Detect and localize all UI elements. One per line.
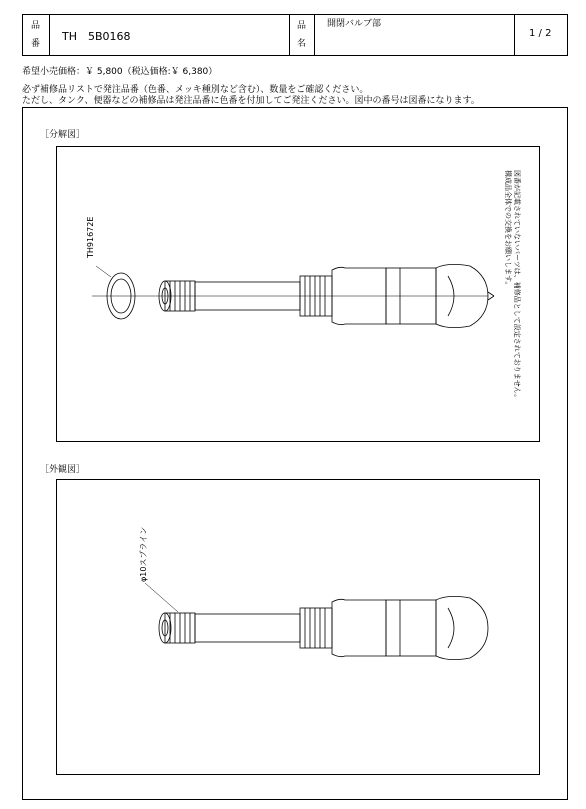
price-line: 希望小売価格：￥ 5,800（税込価格:￥ 6,380）	[22, 67, 218, 77]
exploded-view-title: ［分解図］	[40, 130, 86, 140]
exploded-valve-drawing	[92, 264, 494, 327]
product-number: TH 5B0168	[62, 30, 131, 43]
external-valve-drawing	[145, 583, 488, 660]
product-number-label-1: 品	[31, 21, 41, 31]
side-note-1: 図番が記載されていないパーツは、補修品として設定されておりません。	[513, 170, 521, 402]
note-line-1: 必ず補修品リストで発注品番（色番、メッキ種別など含む）、数量をご確認ください。	[22, 85, 369, 95]
side-note-2: 構成品全体での交換をお願いします。	[504, 170, 512, 289]
product-number-label-2: 番	[31, 39, 41, 49]
page-indicator: 1 / 2	[529, 28, 552, 39]
external-view-title: ［外観図］	[40, 465, 86, 475]
product-name-label-1: 品	[297, 21, 307, 31]
part-number-callout: TH91672E	[86, 216, 95, 258]
note-line-2: ただし、タンク、便器などの補修品は発注品番に色番を付加してご発注ください。図中の番号は図番になります。	[22, 96, 480, 106]
spline-callout: φ10スプライン	[139, 526, 148, 582]
product-name-label-2: 名	[297, 39, 307, 49]
product-name: 開閉バルブ部	[327, 19, 382, 29]
